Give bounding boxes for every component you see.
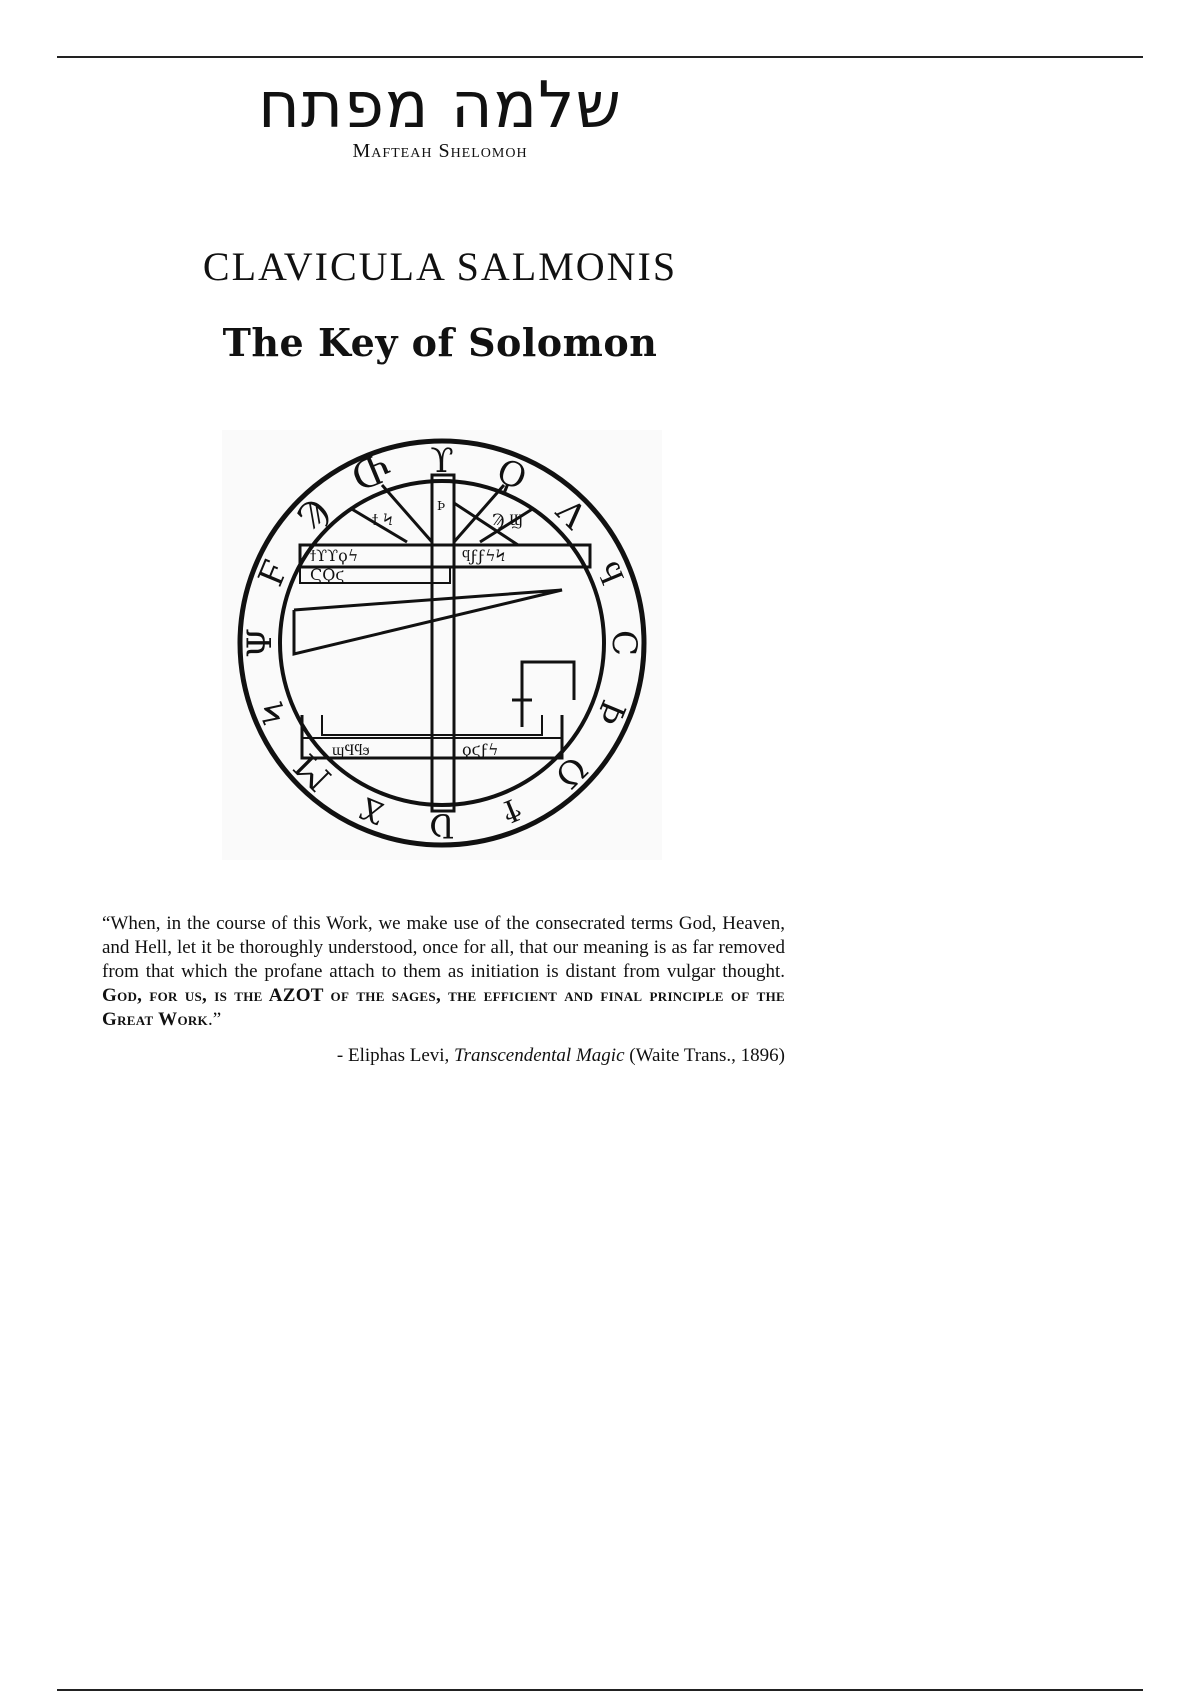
attribution-suffix: (Waite Trans., 1896) xyxy=(624,1045,785,1066)
svg-text:ϥϝϝϟϞ: ϥϝϝϟϞ xyxy=(462,546,506,565)
ring-glyph: Ϡ xyxy=(289,490,337,538)
svg-text:ϯϒϒϙϟ: ϯϒϒϙϟ xyxy=(310,546,359,565)
svg-text:ϣϤϥϧ: ϣϤϥϧ xyxy=(332,740,370,759)
transliteration-subtitle: Mafteah Shelomoh xyxy=(352,140,528,162)
ring-glyph: Ϸ xyxy=(587,694,633,731)
svg-text:ϯ Ϟ: ϯ Ϟ xyxy=(372,510,393,529)
top-rule xyxy=(57,56,1143,58)
attribution-prefix: - Eliphas Levi, xyxy=(336,1045,455,1066)
quote-emphasis: God, for us, is the AZOT of the sages, the efficient and final principle of the Great Work xyxy=(102,985,785,1030)
ring-glyph: Ϫ xyxy=(354,788,391,834)
svg-text:ϙϛϝϟ: ϙϛϝϟ xyxy=(462,740,499,759)
ring-glyph: Λ xyxy=(547,491,594,538)
bottom-rule xyxy=(57,1689,1143,1691)
ring-glyph: Ʊ xyxy=(546,747,595,796)
quote-paragraph xyxy=(102,912,785,1032)
ring-glyph: Ϻ xyxy=(286,745,340,799)
seal-wedge xyxy=(294,590,562,654)
quote-attribution xyxy=(102,1045,785,1067)
ring-glyph: Ϥ xyxy=(587,556,633,591)
seal-drawing xyxy=(222,430,662,860)
ring-glyph: ϒ xyxy=(430,441,454,481)
ring-glyph: Ⴇ xyxy=(347,449,398,501)
ring-glyph: Ʋ xyxy=(429,805,455,845)
english-title: The Key of Solomon xyxy=(222,320,658,365)
ring-glyph: Ϯ xyxy=(496,789,527,833)
attribution-work: Transcendental Magic xyxy=(454,1045,625,1066)
ring-glyph: Ϙ xyxy=(491,451,533,499)
ring-glyph: Ϝ xyxy=(250,554,297,592)
hebrew-title: שלמה מפתח xyxy=(258,69,622,143)
latin-title: CLAVICULA SALMONIS xyxy=(202,244,678,289)
ring-glyph: Ϟ xyxy=(251,695,297,730)
svg-text:Ϡ Ϣ: Ϡ Ϣ xyxy=(492,510,523,529)
ring-glyph: Ϲ xyxy=(604,629,644,657)
ring-glyph: Ψ xyxy=(240,628,280,658)
seal-inner-circle xyxy=(280,481,604,805)
quote-close: .” xyxy=(207,1009,222,1030)
svg-text:Ϸ: Ϸ xyxy=(437,499,446,513)
pentacle-seal-icon xyxy=(222,430,662,860)
svg-text:ϚϘϛ: ϚϘϛ xyxy=(310,565,345,584)
quote-text: “When, in the course of this Work, we make use of the consecrated terms God, Heaven, and Hell, let it be thoroughly understood, once for all, that our meaning is as far removed from that which the profane attach to them as initiation is distant from vulgar thought. xyxy=(102,913,785,982)
seal-central-bar xyxy=(432,475,454,811)
